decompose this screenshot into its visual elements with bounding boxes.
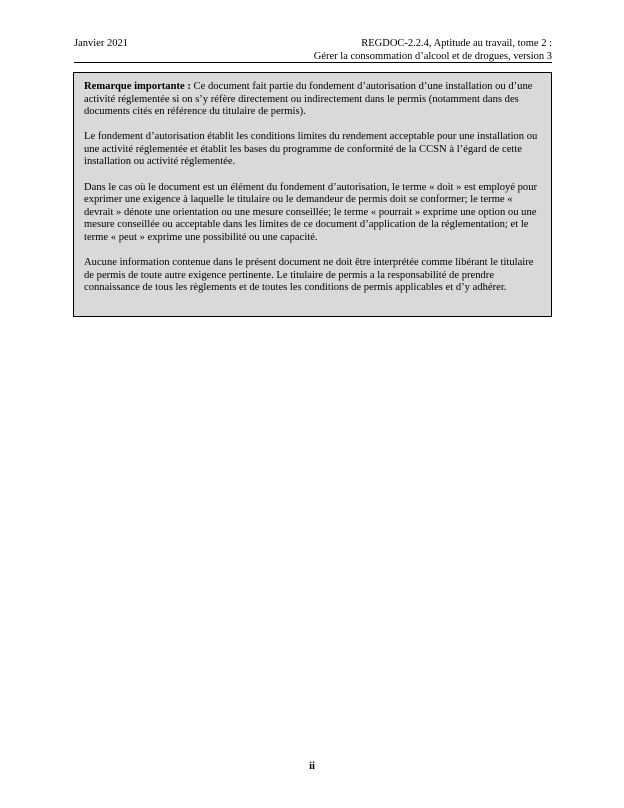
header-title-line-1: REGDOC-2.2.4, Aptitude au travail, tome 2 : [361, 38, 552, 49]
notice-paragraph-1 [84, 81, 541, 119]
page-number: ii [309, 761, 315, 772]
header-date: Janvier 2021 [74, 38, 128, 49]
notice-lead-label: Remarque importante : [84, 81, 191, 92]
page-header [74, 38, 552, 63]
notice-paragraph-3: Dans le cas où le document est un élément du fondement d’autorisation, le terme « doit » est employé pour exprimer une exigence à laquelle le titulaire ou le demandeur de permis doit se conformer; le terme « devrait » dénote une orientation ou une mesure conseillée; le terme « pourrait » exprime une option ou une mesure conseillée ou acceptable dans les limites de ce document d’application de la réglementation; et le terme « peut » exprime une possibilité ou une capacité. [84, 181, 538, 243]
notice-paragraph-4: Aucune information contenue dans le présent document ne doit être interprétée comme libérant le titulaire de permis de toute autre exigence pertinente. Le titulaire de permis a la responsabilité de prendre connaissance de tous les règlements et de toutes les conditions de permis applicables et d’y adhérer. [84, 257, 534, 294]
header-document-title [314, 38, 552, 63]
header-title-line-2: Gérer la consommation d’alcool et de drogues, version 3 [313, 50, 552, 62]
notice-paragraph-1-text: Ce document fait partie du fondement d’autorisation d’une installation ou d’une activité réglementée si on s’y réfère directement ou indirectement dans le permis (notamment dans des documents cités en référence du titulaire de permis). [84, 81, 533, 118]
notice-paragraph-2: Le fondement d’autorisation établit les conditions limites du rendement acceptable pour une installation ou une activité réglementée et établit les bases du programme de conformité de la CCSN à l’égard de cette installation ou activité réglementée. [84, 131, 538, 168]
important-notice-box [73, 72, 552, 317]
